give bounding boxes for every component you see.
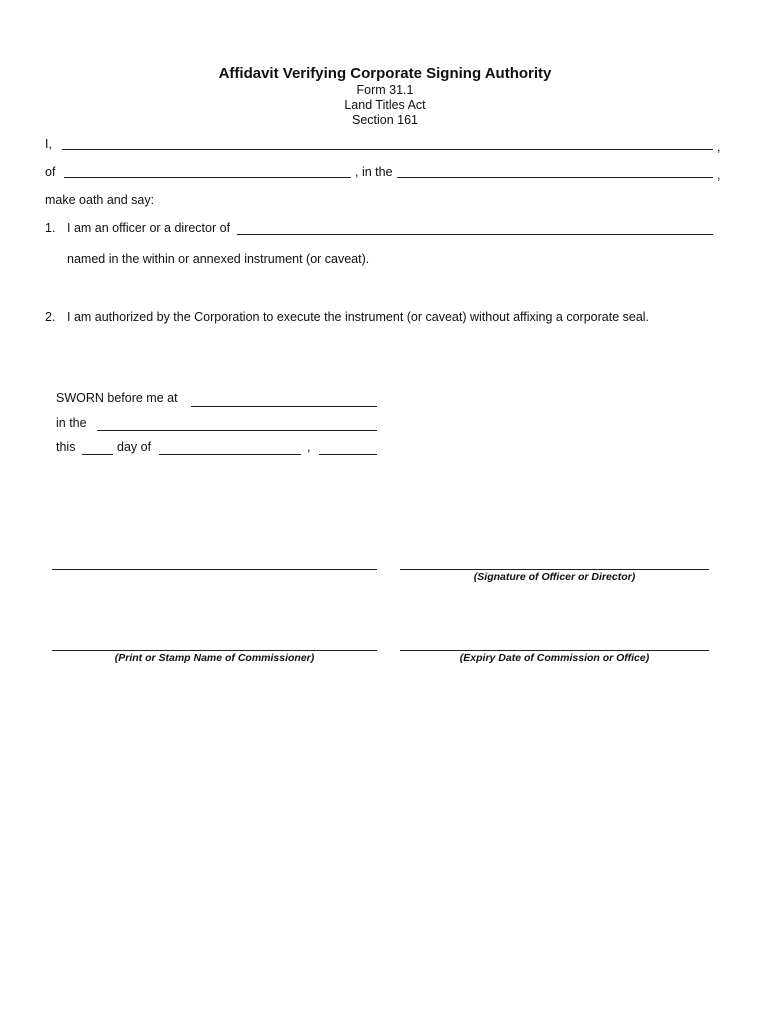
officer-signature-caption: (Signature of Officer or Director) bbox=[473, 571, 636, 583]
sworn-label: SWORN before me at bbox=[56, 391, 178, 405]
sworn-year-field[interactable] bbox=[319, 454, 377, 455]
sworn-month-field[interactable] bbox=[159, 454, 301, 455]
of-label: of bbox=[45, 165, 56, 179]
make-oath-text: make oath and say: bbox=[45, 193, 155, 207]
statement-one-number: 1. bbox=[45, 221, 56, 235]
expiry-date-field[interactable] bbox=[400, 650, 709, 651]
form-number: Form 31.1 bbox=[356, 83, 414, 97]
commissioner-name-caption: (Print or Stamp Name of Commissioner) bbox=[114, 652, 315, 664]
commissioner-name-field[interactable] bbox=[52, 650, 377, 651]
statement-one-continued: named in the within or annexed instrument (or caveat). bbox=[67, 252, 370, 266]
statement-one-text: I am an officer or a director of bbox=[67, 221, 231, 235]
comma: , bbox=[717, 168, 721, 182]
sworn-comma: , bbox=[307, 440, 311, 454]
officer-signature-field[interactable] bbox=[400, 569, 709, 570]
deponent-city-field[interactable] bbox=[64, 177, 351, 178]
statement-two-text: I am authorized by the Corporation to execute the instrument (or caveat) without affixing a corporate seal. bbox=[67, 310, 650, 324]
deponent-name-field[interactable] bbox=[62, 149, 713, 150]
deponent-province-field[interactable] bbox=[397, 177, 713, 178]
sworn-day-field[interactable] bbox=[82, 454, 113, 455]
this-label: this bbox=[56, 440, 76, 454]
form-title: Affidavit Verifying Corporate Signing Authority bbox=[218, 65, 552, 82]
section-number: Section 161 bbox=[351, 113, 419, 127]
statement-two-number: 2. bbox=[45, 310, 56, 324]
sworn-place-field[interactable] bbox=[191, 406, 377, 407]
expiry-date-caption: (Expiry Date of Commission or Office) bbox=[459, 652, 650, 664]
sworn-in-the-label: in the bbox=[56, 416, 87, 430]
i-label: I, bbox=[45, 137, 52, 151]
commissioner-signature-field[interactable] bbox=[52, 569, 377, 570]
in-the-label: , in the bbox=[355, 165, 393, 179]
act-name: Land Titles Act bbox=[344, 98, 426, 112]
corporation-name-field[interactable] bbox=[237, 234, 713, 235]
day-of-label: day of bbox=[117, 440, 152, 454]
comma: , bbox=[717, 140, 721, 154]
sworn-province-field[interactable] bbox=[97, 430, 377, 431]
